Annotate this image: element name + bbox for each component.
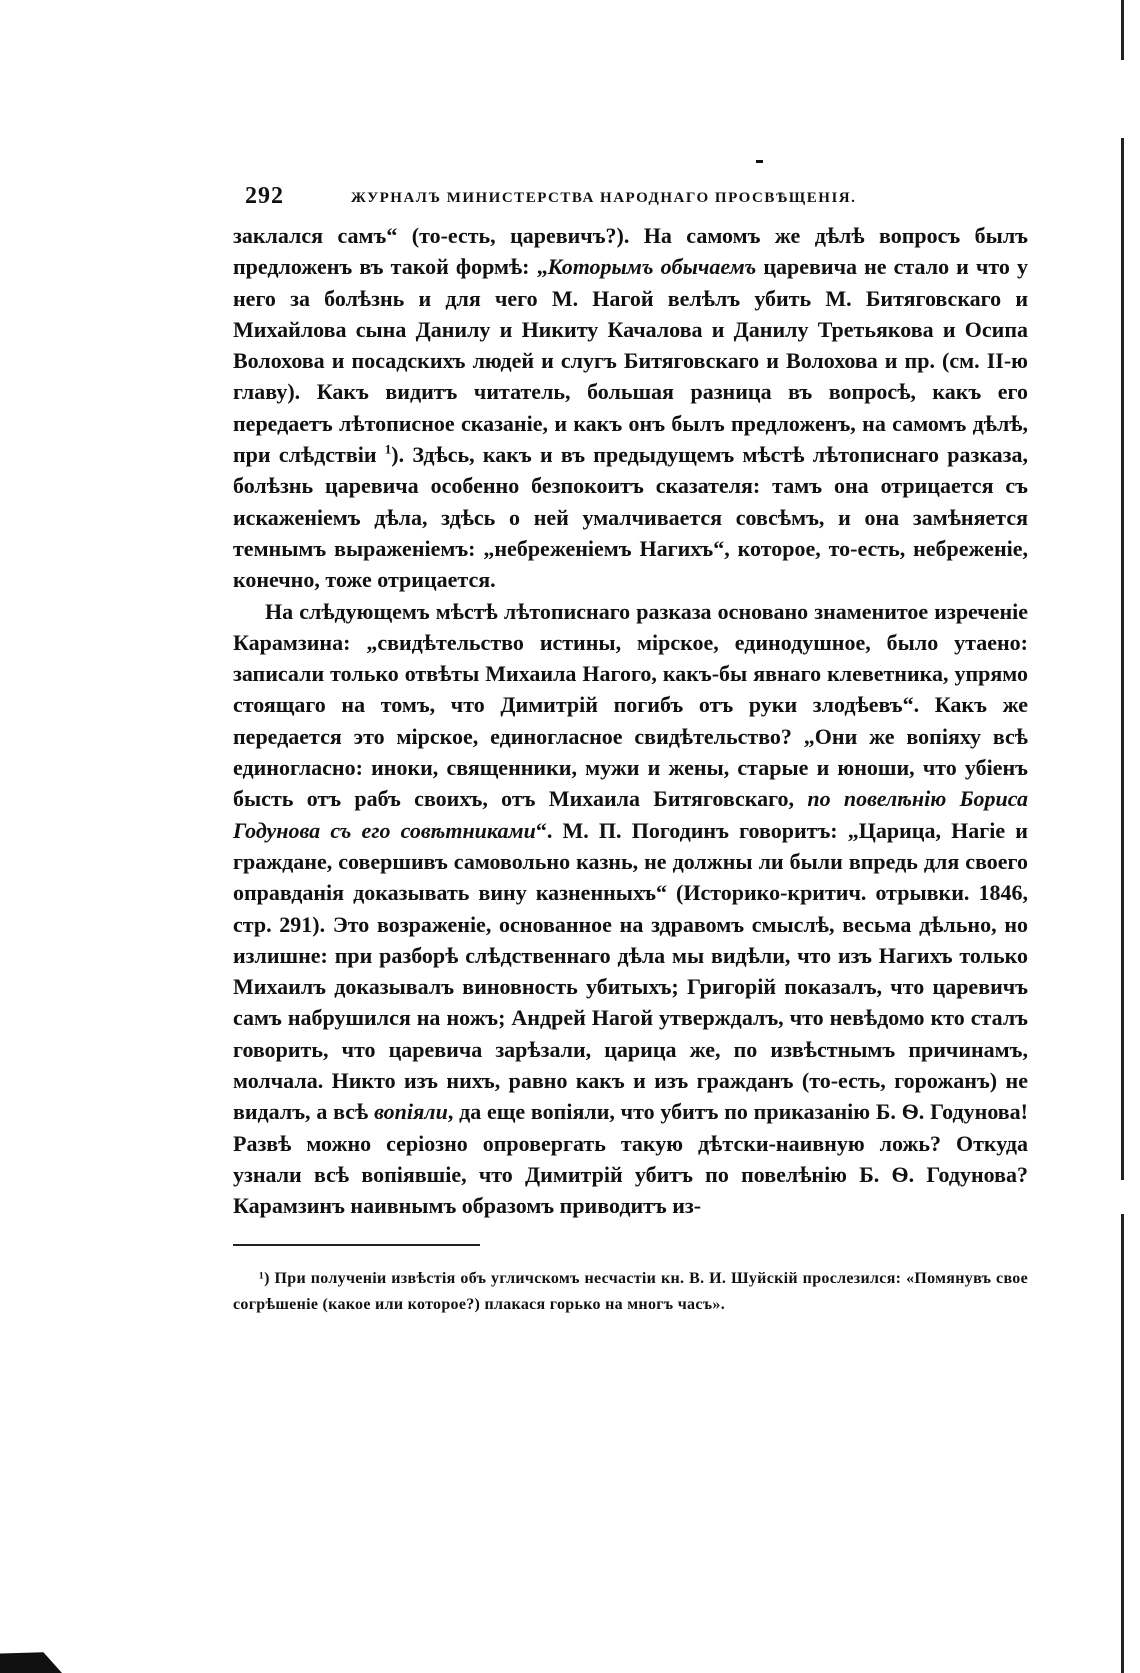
paragraph-2	[233, 596, 1028, 1222]
italic-run: вопіяли	[374, 1099, 448, 1125]
print-mark	[756, 160, 763, 163]
running-head	[233, 178, 1028, 220]
footnote	[233, 1266, 1028, 1318]
text-run: заклался самъ“ (то-есть, царевичъ?). На самомъ же дѣлѣ вопросъ былъ предложенъ въ такой формѣ: „	[233, 223, 1028, 280]
footnote-marker: ¹)	[259, 1269, 270, 1287]
page-content	[233, 178, 1028, 1318]
italic-run: по повелѣнію Бориса Годунова съ его совѣтниками	[233, 786, 1028, 843]
italic-run: Которымъ обычаемъ	[547, 254, 757, 280]
body-text	[233, 220, 1028, 1222]
paragraph-1	[233, 220, 1028, 596]
text-run: “. М. П. Погодинъ говоритъ: „Царица, Нагіе и граждане, совершивъ самовольно казнь, не должны ли были впредь для своего оправданія доказывать вину казненныхъ“ (Историко-критич. отрывки. 1846, стр. 291). Это возраженіе, основанное на здравомъ смыслѣ, весьма дѣльно, но излишне: при разборѣ слѣдственнаго дѣла мы видѣли, что изъ Нагихъ только Михаилъ доказывалъ виновность убитыхъ; Григорій показалъ, что царевичъ самъ набрушился на ножъ; Андрей Нагой утверждалъ, что невѣдомо кто сталъ говорить, что царевича зарѣзали, царица же, по извѣстнымъ причинамъ, молчала. Никто изъ нихъ, равно какъ и изъ гражданъ (то-есть, горожанъ) не видалъ, а всѣ	[233, 817, 1028, 1125]
page-number: 292	[245, 183, 284, 209]
text-run: ). Здѣсь, какъ и въ предыдущемъ мѣстѣ лѣтописнаго разказа, болѣзнь царевича особенно безпокоитъ сказателя: тамъ она отрицается съ искаженіемъ дѣла, здѣсь о ней умалчивается совсѣмъ, и она замѣняется темнымъ выраженіемъ: „небреженіемъ Нагихъ“, которое, то-есть, небреженіе, конечно, тоже отрицается.	[233, 442, 1029, 593]
journal-title: ЖУРНАЛЪ МИНИСТЕРСТВА НАРОДНАГО ПРОСВѢЩЕНІЯ.	[351, 190, 857, 206]
footnote-reference: 1	[384, 441, 392, 457]
text-run: , да еще вопіяли, что убитъ по приказанію Б. Ѳ. Годунова! Развѣ можно серіозно опровергать такую дѣтски-наивную ложь? Откуда узнали всѣ вопіявшіе, что Димитрій убитъ по повелѣнію Б. Ѳ. Годунова? Карамзинъ наивнымъ образомъ приводитъ из-	[233, 1099, 1028, 1219]
scan-corner-mark	[0, 1647, 62, 1673]
text-run: царевича не стало и что у него за болѣзнь и для чего М. Нагой велѣлъ убить М. Битяговскаго и Михайлова сына Данилу и Никиту Качалова и Данилу Третьякова и Осипа Волохова и посадскихъ людей и слугъ Битяговскаго и Волохова и пр. (см. II-ю главу). Какъ видитъ читатель, большая разница въ вопросѣ, какъ его передаетъ лѣтописное сказаніе, и какъ онъ былъ предложенъ, на самомъ дѣлѣ, при слѣдствіи	[233, 254, 1029, 468]
scan-edge-line	[1121, 0, 1124, 1673]
footnote-divider	[233, 1244, 480, 1246]
text-run: На слѣдующемъ мѣстѣ лѣтописнаго разказа основано знаменитое изреченіе Карамзина: „свидѣтельство истины, мірское, единодушное, было утаено: записали только отвѣты Михаила Нагого, какъ-бы явнаго клеветника, упрямо стоящаго на томъ, что Димитрій погибъ отъ руки злодѣевъ“. Какъ же передается это мірское, единогласное свидѣтельство? „Они же вопіяху всѣ единогласно: иноки, священники, мужи и жены, старые и юноши, что убіенъ бысть отъ рабъ своихъ, отъ Михаила Битяговскаго,	[233, 598, 1028, 812]
scan-edge-gap	[1121, 60, 1124, 138]
scan-edge-gap	[1121, 1180, 1124, 1214]
footnote-text: При полученіи извѣстія объ угличскомъ несчастіи кн. В. И. Шуйскій прослезился: «Помянувъ свое согрѣшеніе (какое или которое?) плакася горько на многъ часъ».	[233, 1269, 1028, 1313]
